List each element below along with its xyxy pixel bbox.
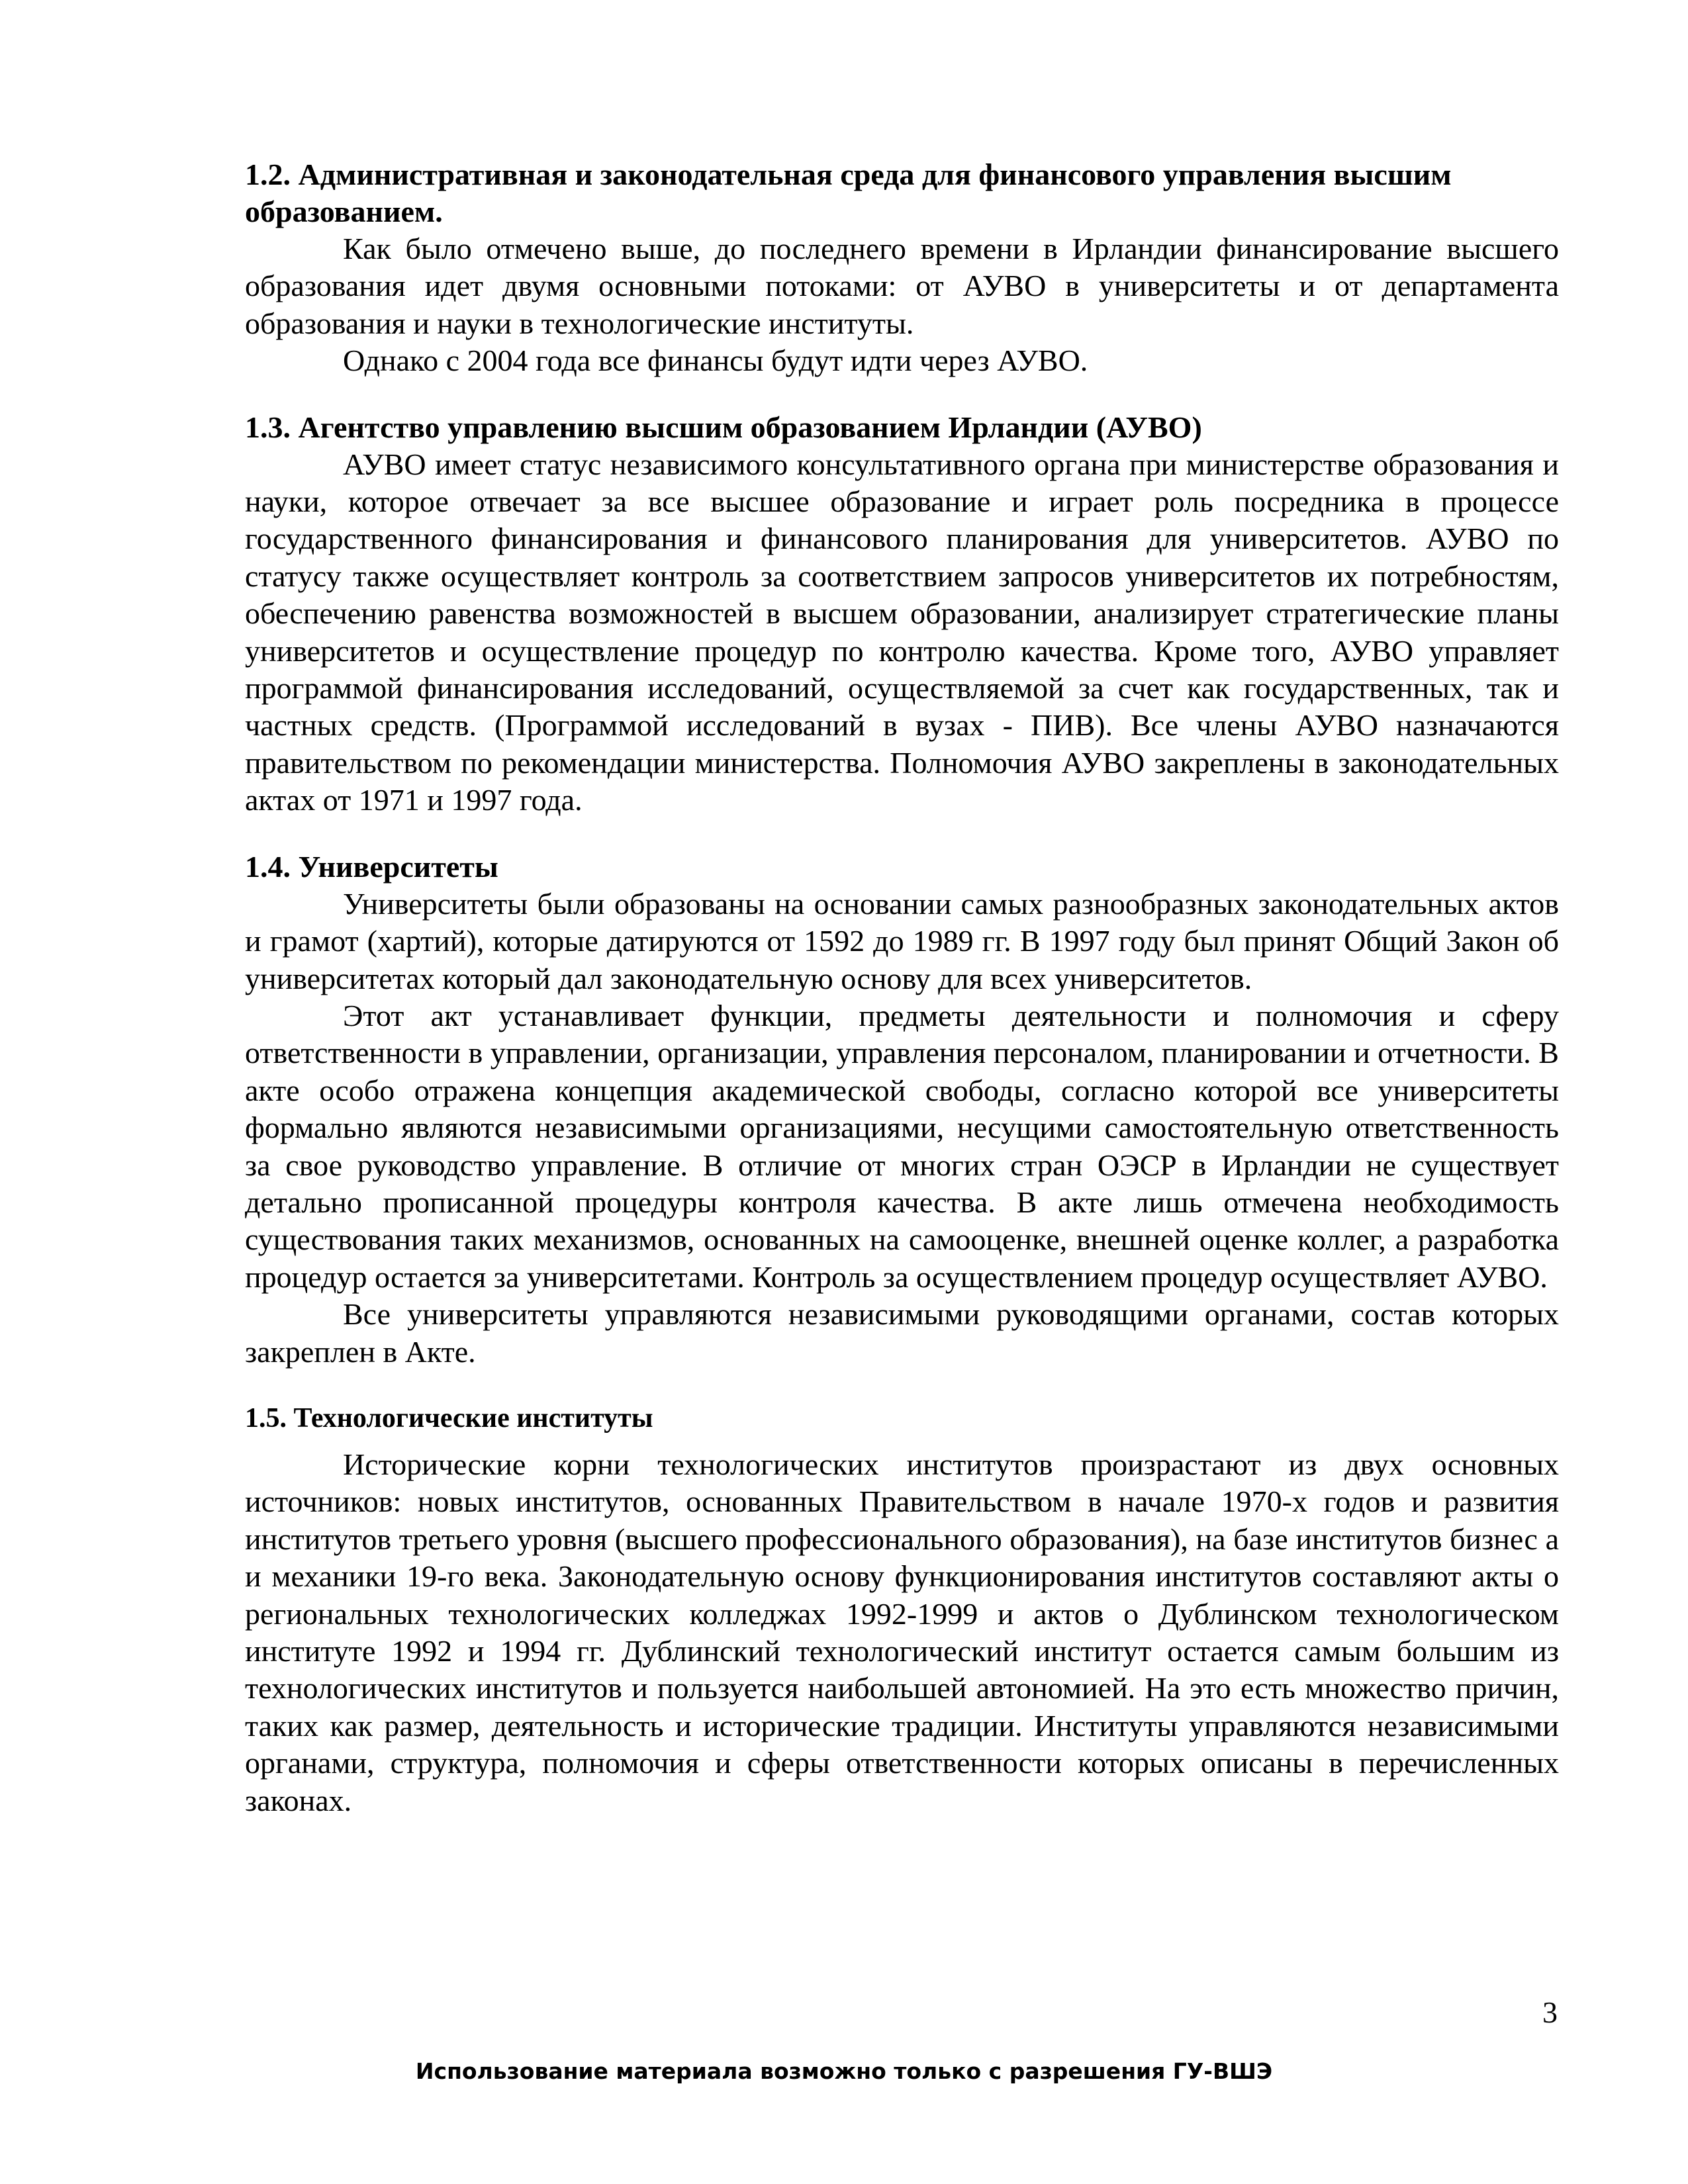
section-gap <box>245 1371 1559 1400</box>
paragraph: Исторические корни технологических институтов произрастают из двух основных источников: новых институтов, основанных Правительством в начале 1970-х годов и развития институтов третьего уровня (высшего профессионального образования), на базе институтов бизнес а и механики 19-го века. Законодательную основу функционирования институтов составляют акты о региональных технологических колледжах 1992-1999 и актов о Дублинском технологическом институте 1992 и 1994 гг. Дублинский технологический институт остается самым большим из технологических институтов и пользуется наибольшей автономией. На это есть множество причин, таких как размер, деятельность и исторические традиции. Институты управляются независимыми органами, структура, полномочия и сферы ответственности которых описаны в перечисленных законах. <box>245 1447 1559 1817</box>
section-heading-1-2: 1.2. Административная и законодательная среда для финансового управления высшим образованием. <box>245 158 1452 228</box>
page-number: 3 <box>1542 1995 1558 2029</box>
paragraph: Этот акт устанавливает функции, предметы деятельности и полномочия и сферу ответственности в управлении, организации, управления персоналом, планировании и отчетности. В акте особо отражена концепция академической свободы, согласно которой все университеты формально являются независимыми организациями, несущими самостоятельную ответственность за свое руководство управление. В отличие от многих стран ОЭСР в Ирландии не существует детально прописанной процедуры контроля качества. В акте лишь отмечена необходимость существования таких механизмов, основанных на самооценке, внешней оценке коллег, а разработка процедур остается за университетами. Контроль за осуществлением процедур осуществляет АУВО. <box>245 998 1559 1294</box>
section-heading-1-4: 1.4. Университеты <box>245 849 498 884</box>
heading-gap <box>245 1437 1559 1446</box>
paragraph: Университеты были образованы на основании самых разнообразных законодательных актов и грамот (хартий), которые датируются от 1592 до 1989 гг. В 1997 году был принят Общий Закон об университетах который дал законодательную основу для всех университетов. <box>245 886 1559 995</box>
section-heading-1-3: 1.3. Агентство управлению высшим образованием Ирландии (АУВО) <box>245 410 1202 444</box>
footer-notice: Использование материала возможно только с разрешения ГУ-ВШЭ <box>415 2058 1273 2084</box>
paragraph: Все университеты управляются независимыми руководящими органами, состав которых закреплен в Акте. <box>245 1297 1559 1369</box>
section-gap <box>245 380 1559 409</box>
section-gap <box>245 819 1559 848</box>
paragraph: Как было отмечено выше, до последнего времени в Ирландии финансирование высшего образования идет двумя основными потоками: от АУВО в университеты и от департамента образования и науки в технологические институты. <box>245 232 1559 340</box>
section-heading-1-5: 1.5. Технологические институты <box>245 1402 653 1433</box>
page-body <box>245 156 1559 1819</box>
paragraph: АУВО имеет статус независимого консультативного органа при министерстве образования и науки, которое отвечает за все высшее образование и играет роль посредника в процессе государственного финансирования и финансового планирования для университетов. АУВО по статусу также осуществляет контроль за соответствием запросов университетов их потребностям, обеспечению равенства возможностей в высшем образовании, анализирует стратегические планы университетов и осуществление процедур по контролю качества. Кроме того, АУВО управляет программой финансирования исследований, осуществляемой за счет как государственных, так и частных средств. (Программой исследований в вузах - ПИВ). Все члены АУВО назначаются правительством по рекомендации министерства. Полномочия АУВО закреплены в законодательных актах от 1971 и 1997 года. <box>245 447 1559 817</box>
paragraph: Однако с 2004 года все финансы будут идти через АУВО. <box>343 343 1088 378</box>
